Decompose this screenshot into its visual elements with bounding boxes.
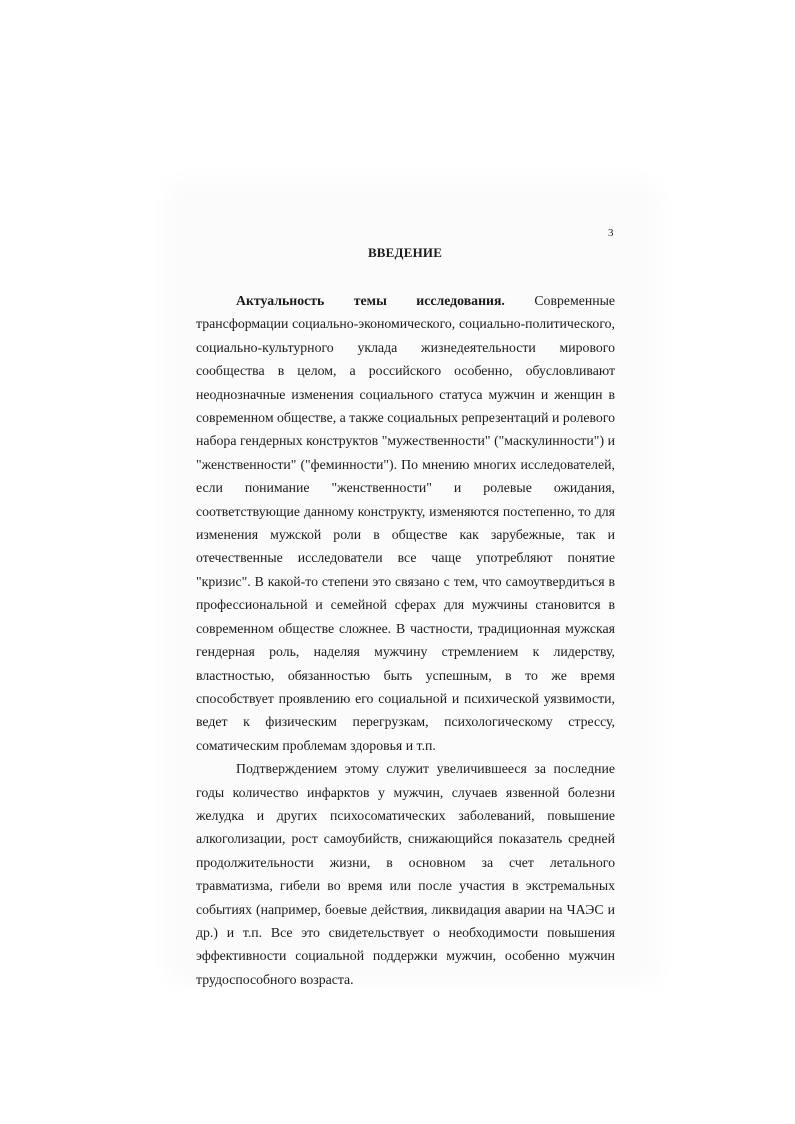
paragraph-text: Современные трансформации социально-экономического, социально-политического, социально-культурного уклада жизнедеятельности мирового сообщества в целом, а российского особенно, обусловливают неоднозначные изменения социального статуса мужчин и женщин в современном обществе, а также социальных репрезентаций и ролевого набора гендерных конструктов "мужественности" ("маскулинности") и "женственности" ("феминности"). По мнению многих исследователей, если понимание "женственности" и ролевые ожидания, соответствующие данному конструкту, изменяются постепенно, то для изменения мужской роли в обществе как зарубежные, так и отечественные исследователи все чаще употребляют понятие "кризис". В какой-то степени это связано с тем, что самоутвердиться в профессиональной и семейной сферах для мужчины становится в современном обществе сложнее. В частности, традиционная мужская гендерная роль, наделяя мужчину стремлением к лидерству, властностью, обязанностью быть успешным, в то же время способствует проявлению его социальной и психической уязвимости, ведет к физическим перегрузкам, психологическому стрессу, соматическим проблемам здоровья и т.п.: [196, 293, 615, 753]
paragraph-text: Подтверждением этому служит увеличившееся за последние годы количество инфарктов у мужчин, случаев язвенной болезни желудка и других психосоматических заболеваний, повышение алкоголизации, рост самоубийств, снижающийся показатель средней продолжительности жизни, в основном за счет летального травматизма, гибели во время или после участия в экстремальных событиях (например, боевые действия, ликвидация аварии на ЧАЭС и др.) и т.п. Все это свидетельствует о необходимости повышения эффективности социальной поддержки мужчин, особенно мужчин трудоспособного возраста.: [196, 761, 615, 987]
page-title: ВВЕДЕНИЕ: [367, 245, 443, 260]
body-text: [196, 289, 615, 991]
page-number: 3: [608, 227, 614, 239]
paragraph-relevance: [196, 289, 615, 757]
paragraph-confirmation: [196, 757, 615, 991]
paragraph-lead: Актуальность темы исследования.: [236, 293, 505, 308]
